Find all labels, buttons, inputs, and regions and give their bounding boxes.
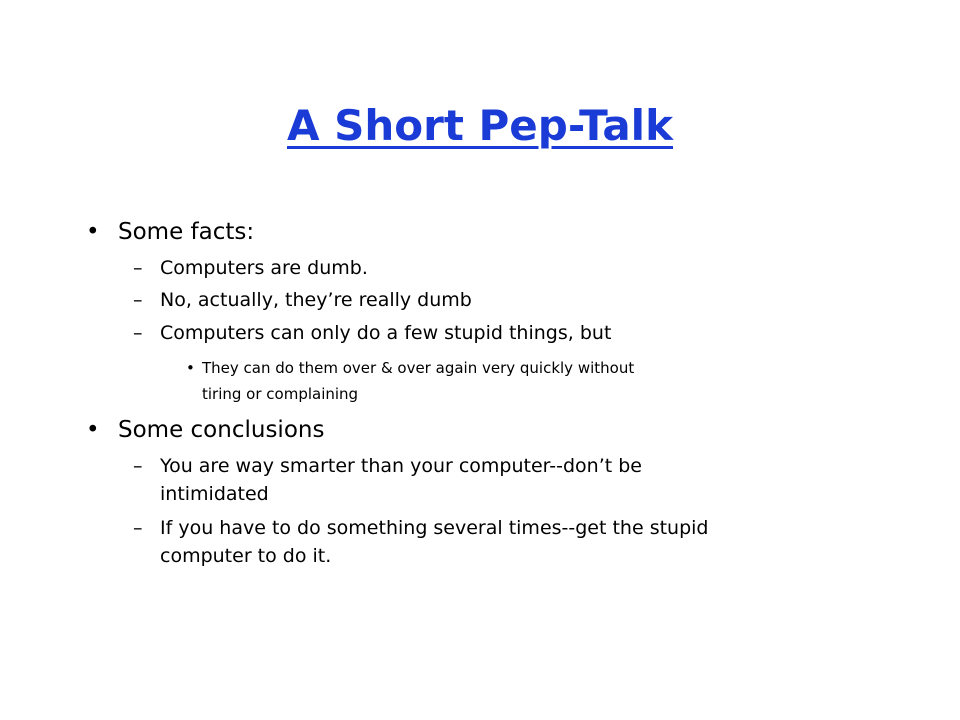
- sub-sub-item-line-1: They can do them over & over again very quickly without: [202, 359, 635, 377]
- sub-item-stupid-things: Computers can only do a few stupid things, but: [160, 322, 612, 344]
- sub-item-smarter-line-1: You are way smarter than your computer--don’t be: [160, 455, 642, 477]
- bullet-marker: •: [86, 417, 100, 443]
- sub-bullet-marker: •: [186, 359, 195, 377]
- dash-marker: –: [133, 257, 143, 279]
- sub-item-smarter-line-2: intimidated: [160, 483, 269, 505]
- slide-title[interactable]: A Short Pep-Talk: [286, 101, 674, 150]
- bullet-marker: •: [86, 219, 100, 245]
- sub-item-computers-dumb: Computers are dumb.: [160, 257, 368, 279]
- dash-marker: –: [133, 322, 143, 344]
- dash-marker: –: [133, 455, 143, 477]
- sub-item-really-dumb: No, actually, they’re really dumb: [160, 289, 472, 311]
- dash-marker: –: [133, 289, 143, 311]
- bullet-some-facts: Some facts:: [118, 219, 255, 245]
- sub-sub-item-line-2: tiring or complaining: [202, 385, 359, 403]
- bullet-some-conclusions: Some conclusions: [118, 417, 325, 443]
- sub-item-several-times-line-2: computer to do it.: [160, 545, 332, 567]
- dash-marker: –: [133, 517, 143, 539]
- sub-item-several-times-line-1: If you have to do something several times--get the stupid: [160, 517, 709, 539]
